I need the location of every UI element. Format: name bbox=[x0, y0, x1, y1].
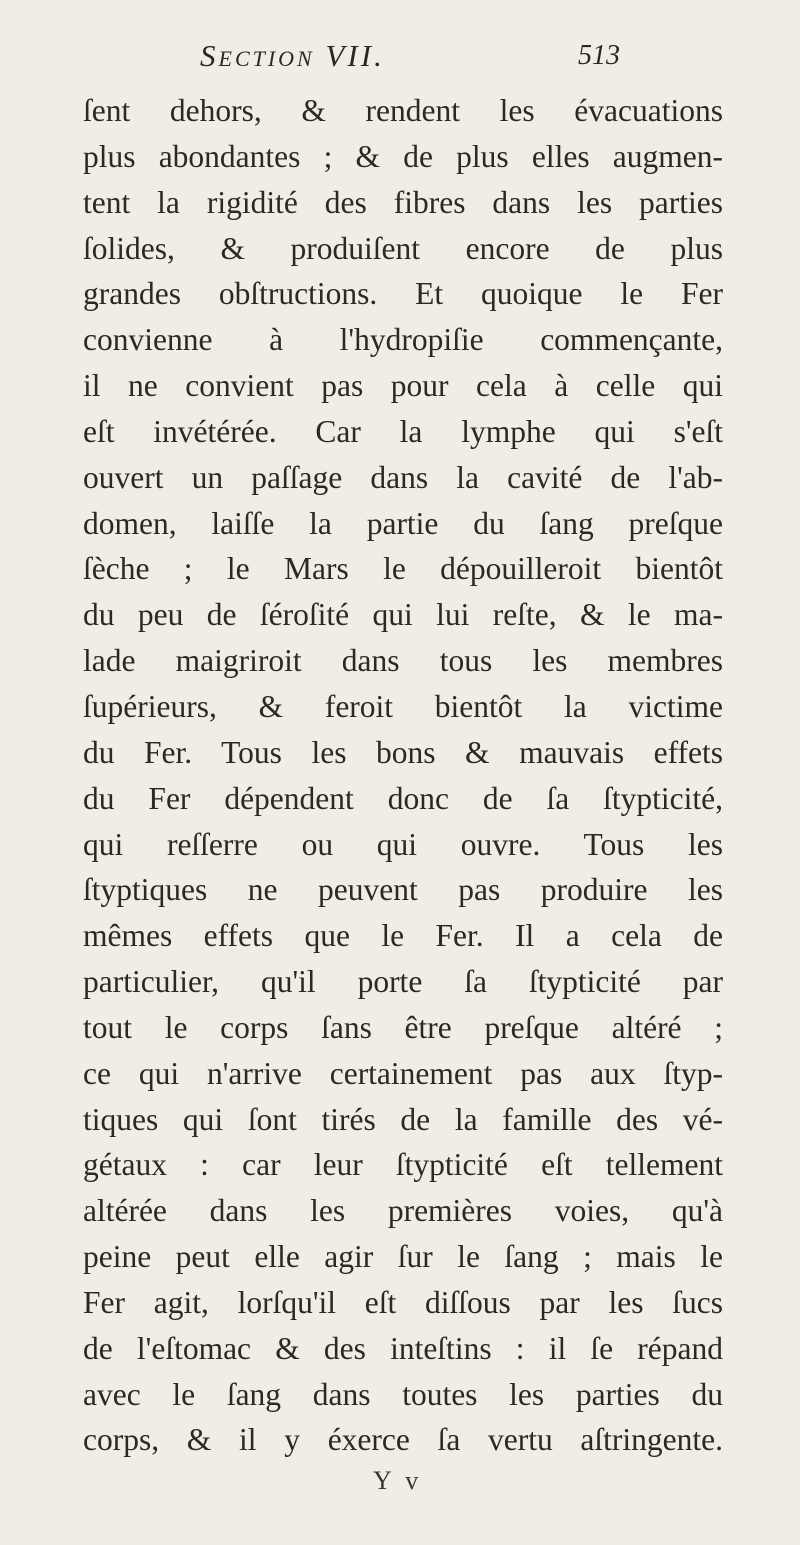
text-line: domen, laiſſe la partie du ſang preſque bbox=[83, 505, 723, 541]
text-line: de l'eſtomac & des inteſtins : il ſe répand bbox=[83, 1330, 723, 1366]
text-line: du Fer dépendent donc de ſa ſtypticité, bbox=[83, 780, 723, 816]
text-line: ſèche ; le Mars le dépouilleroit bientôt bbox=[83, 551, 723, 587]
text-line: Fer agit, lorſqu'il eſt diſſous par les ſucs bbox=[83, 1284, 723, 1320]
text-line: corps, & il y éxerce ſa vertu aſtringente. bbox=[83, 1422, 723, 1458]
text-line: tiques qui ſont tirés de la famille des vé- bbox=[83, 1101, 723, 1137]
text-line: gétaux : car leur ſtypticité eſt tellement bbox=[83, 1147, 723, 1183]
text-line: ſupérieurs, & feroit bientôt la victime bbox=[83, 688, 723, 724]
text-line: plus abondantes ; & de plus elles augmen- bbox=[83, 138, 723, 174]
body-text bbox=[83, 88, 723, 1463]
text-line: ſolides, & produiſent encore de plus bbox=[83, 230, 723, 266]
text-line: peine peut elle agir ſur le ſang ; mais le bbox=[83, 1239, 723, 1275]
text-line: tout le corps ſans être preſque altéré ; bbox=[83, 1009, 723, 1045]
text-line: ouvert un paſſage dans la cavité de l'ab- bbox=[83, 459, 723, 495]
text-line: lade maigriroit dans tous les membres bbox=[83, 643, 723, 679]
running-head: Section VII. bbox=[200, 38, 385, 73]
text-line: qui reſſerre ou qui ouvre. Tous les bbox=[83, 826, 723, 862]
text-line: ſent dehors, & rendent les évacuations bbox=[83, 93, 723, 128]
signature-mark: Y v bbox=[373, 1466, 423, 1495]
text-line: convienne à l'hydropiſie commençante, bbox=[83, 322, 723, 358]
text-line: ſtyptiques ne peuvent pas produire les bbox=[83, 872, 723, 908]
text-line: du Fer. Tous les bons & mauvais effets bbox=[83, 734, 723, 770]
text-line: il ne convient pas pour cela à celle qui bbox=[83, 368, 723, 404]
text-line: particulier, qu'il porte ſa ſtypticité par bbox=[83, 964, 723, 1000]
text-line: grandes obſtructions. Et quoique le Fer bbox=[83, 276, 723, 312]
page-number: 513 bbox=[578, 40, 620, 71]
text-line: eſt invétérée. Car la lymphe qui s'eſt bbox=[83, 413, 723, 449]
text-line: tent la rigidité des fibres dans les parties bbox=[83, 184, 723, 220]
text-line: ce qui n'arrive certainement pas aux ſtyp- bbox=[83, 1055, 723, 1091]
text-line: avec le ſang dans toutes les parties du bbox=[83, 1376, 723, 1412]
text-line: mêmes effets que le Fer. Il a cela de bbox=[83, 918, 723, 954]
text-line: altérée dans les premières voies, qu'à bbox=[83, 1193, 723, 1229]
text-line: du peu de ſéroſité qui lui reſte, & le ma- bbox=[83, 597, 723, 633]
page-header bbox=[200, 38, 620, 78]
